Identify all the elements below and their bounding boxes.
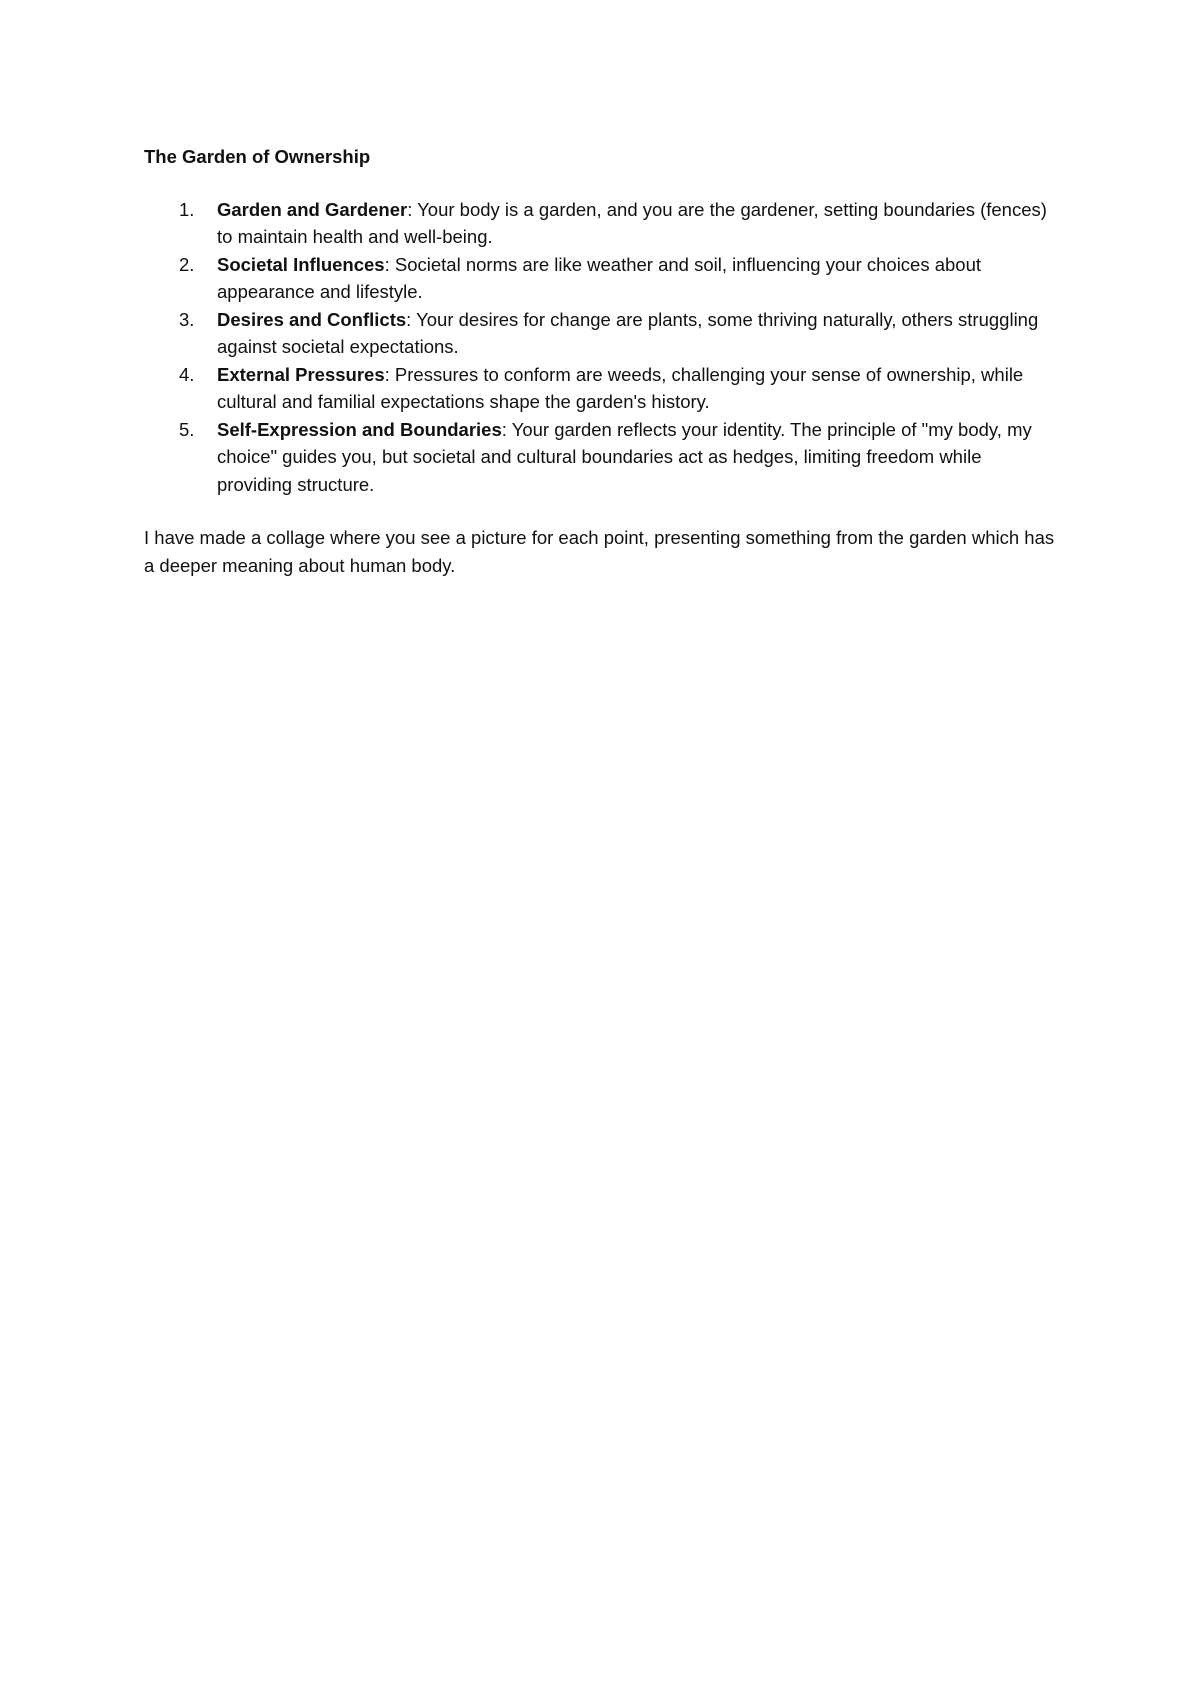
document-title: The Garden of Ownership [144,146,371,167]
list-item-text: : Your body is a garden, and you are the gardener, setting boundaries (fences) to maintain health and well-being. [217,198,1047,247]
list-item [144,361,1060,416]
document-body [144,143,1060,579]
list-item-term: Self-Expression and Boundaries [217,418,502,440]
list-item-number: 2. [179,253,195,275]
list-item-number: 1. [179,198,195,220]
list-item-text: : Societal norms are like weather and soil, influencing your choices about appearance and lifestyle. [217,253,982,302]
list-item [144,251,1060,306]
list-item-term: Desires and Conflicts [217,308,407,330]
list-item-number: 3. [179,308,195,330]
list-item-text: : Your garden reflects your identity. The principle of "my body, my choice" guides you, but societal and cultural boundaries act as hedges, limiting freedom while providing structure. [217,418,1032,495]
list-item-term: Societal Influences [217,253,385,275]
closing-paragraph: I have made a collage where you see a picture for each point, presenting something from the garden which has a deeper meaning about human body. [144,527,1055,576]
list-item-text: : Your desires for change are plants, some thriving naturally, others struggling against societal expectations. [217,308,1039,357]
list-item-number: 5. [179,418,195,440]
list-item [144,416,1060,499]
numbered-list [144,196,1060,499]
list-item [144,306,1060,361]
list-item [144,196,1060,251]
list-item-term: External Pressures [217,363,385,385]
list-item-term: Garden and Gardener [217,198,408,220]
list-item-number: 4. [179,363,195,385]
list-item-text: : Pressures to conform are weeds, challenging your sense of ownership, while cultural and familial expectations shape the garden's history. [217,363,1024,412]
